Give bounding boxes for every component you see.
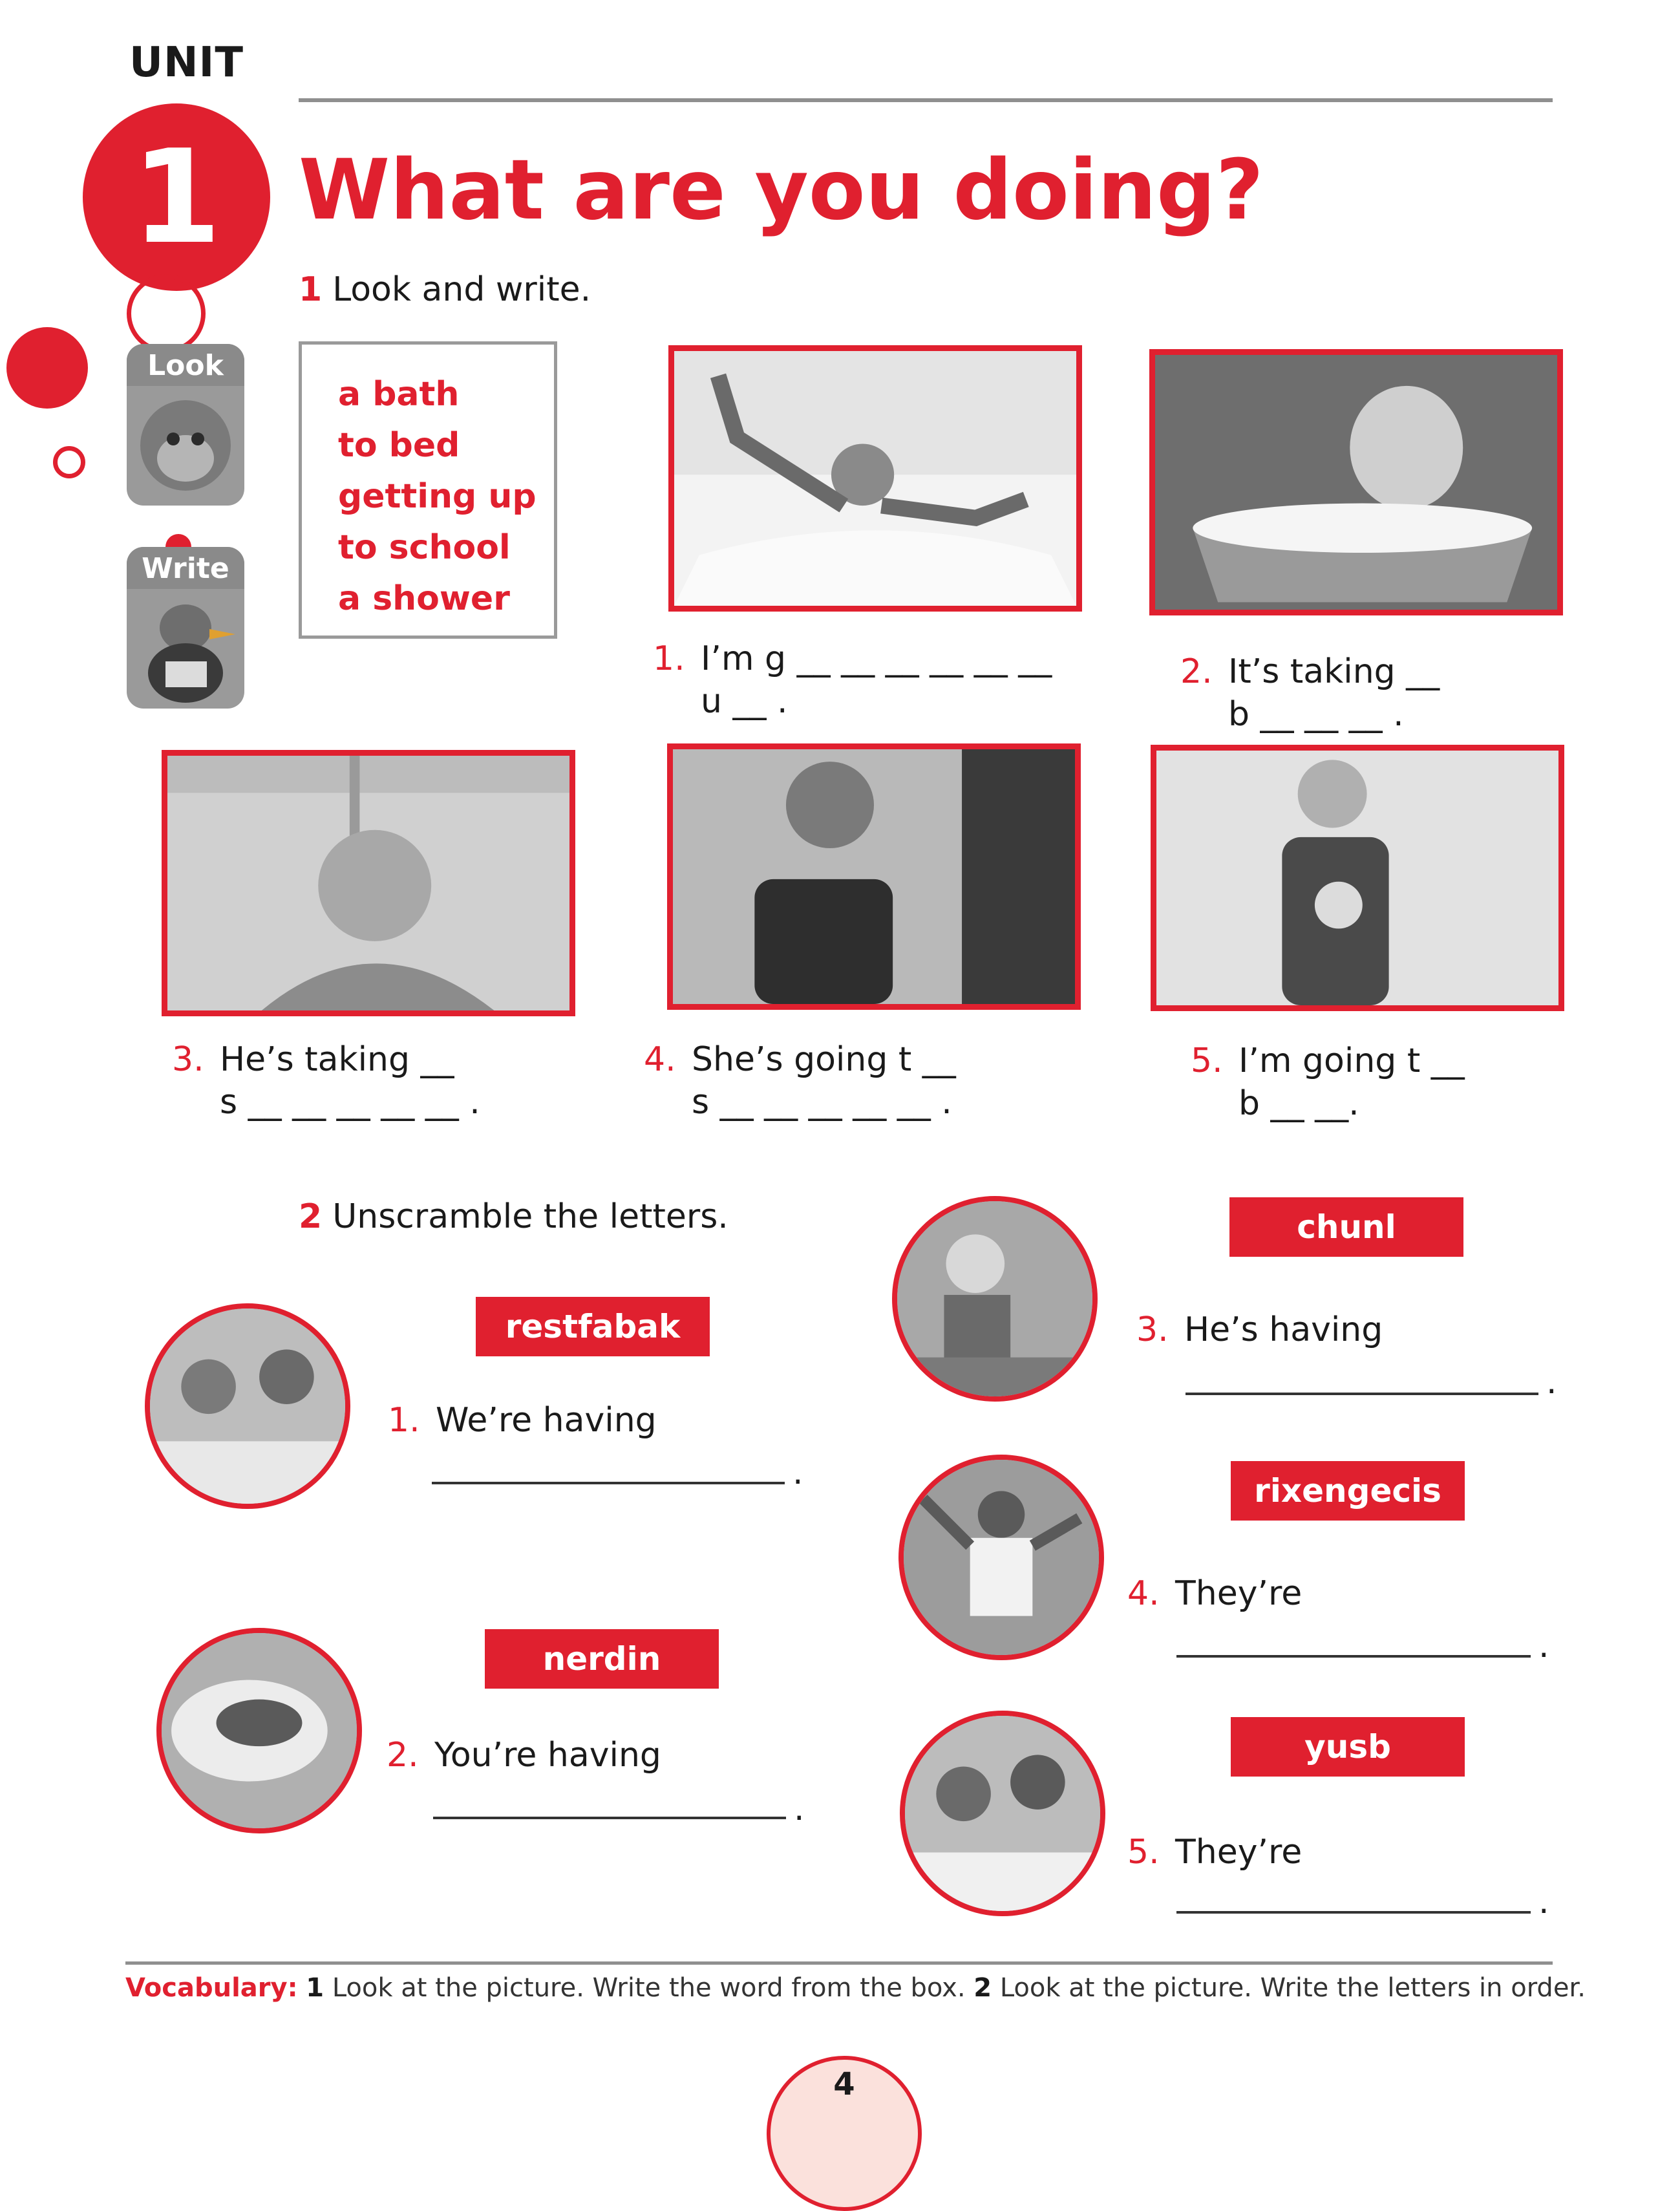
answer-line-1[interactable] [432, 1482, 785, 1484]
exercise-1-item-2 [1180, 650, 1440, 736]
item-number: 1. [388, 1401, 420, 1440]
exercise-2-heading [299, 1197, 728, 1236]
answer-period: . [1538, 1883, 1549, 1921]
item-number: 2. [1180, 652, 1213, 691]
girl-walking-to-school-photo [667, 743, 1081, 1010]
item-line-2[interactable]: b __ __. [1239, 1084, 1359, 1123]
vocabulary-footer [125, 1973, 1586, 2003]
scrambled-word-4: rixengecis [1231, 1461, 1465, 1521]
footer-num-2: 2 [973, 1973, 992, 2003]
answer-period: . [792, 1453, 803, 1492]
word-box-item: a shower [338, 579, 510, 618]
footer-num-1: 1 [306, 1973, 324, 2003]
item-sentence: They’re [1175, 1833, 1303, 1872]
item-line-1[interactable]: I’m going t __ [1239, 1041, 1465, 1080]
item-line-1[interactable]: He’s taking __ [220, 1040, 454, 1079]
item-sentence: He’s having [1184, 1310, 1383, 1349]
exercise-2-instruction: Unscramble the letters. [332, 1197, 728, 1236]
exercise-2-item-2 [387, 1734, 661, 1777]
boy-yawning-photo [1151, 745, 1564, 1011]
puppy-in-bath-photo [1149, 349, 1563, 615]
dinner-photo [156, 1628, 362, 1833]
answer-period: . [1546, 1363, 1557, 1402]
page-number: 4 [833, 2066, 855, 2102]
write-badge [127, 547, 244, 709]
footer-text-2: Look at the picture. Write the letters in order. [999, 1973, 1586, 2003]
answer-line-2[interactable] [433, 1817, 786, 1819]
item-sentence: You’re having [434, 1736, 661, 1775]
boy-waking-up-photo [668, 345, 1082, 612]
exercise-1-item-4 [644, 1038, 956, 1124]
busy-students-photo [900, 1711, 1105, 1916]
item-line-2[interactable]: b __ __ __ . [1228, 695, 1404, 734]
lunch-photo [892, 1196, 1098, 1402]
answer-line-4[interactable] [1176, 1655, 1531, 1658]
unit-number-badge: 1 [83, 103, 270, 291]
breakfast-photo [145, 1303, 350, 1509]
bird-writing-icon [127, 589, 244, 709]
item-line-2[interactable]: s __ __ __ __ __ . [220, 1083, 480, 1122]
item-number: 4. [644, 1040, 676, 1079]
item-line-1[interactable]: She’s going t __ [692, 1040, 956, 1079]
word-box-item: a bath [338, 375, 460, 414]
exercise-1-item-5 [1191, 1040, 1465, 1125]
page-title: What are you doing? [299, 142, 1264, 239]
boy-in-shower-photo [162, 750, 575, 1016]
item-number: 5. [1127, 1833, 1160, 1872]
item-sentence: We’re having [436, 1401, 657, 1440]
exercise-2-item-1 [388, 1399, 657, 1442]
word-box-item: to school [338, 528, 511, 567]
answer-line-3[interactable] [1186, 1393, 1538, 1395]
decorative-dot [6, 327, 88, 409]
item-line-1[interactable]: I’m g __ __ __ __ __ __ [701, 639, 1052, 678]
word-box [299, 341, 557, 639]
item-number: 1. [653, 639, 685, 678]
exercise-1-number: 1 [299, 270, 323, 309]
look-badge [127, 344, 244, 506]
answer-period: . [794, 1789, 805, 1828]
decorative-ring [127, 274, 206, 353]
top-divider [299, 98, 1553, 102]
word-box-item: to bed [338, 426, 460, 465]
exercise-2-item-5 [1127, 1831, 1302, 1874]
exercise-1-item-1 [653, 637, 1052, 723]
item-number: 2. [387, 1736, 419, 1775]
look-badge-label: Look [127, 344, 244, 386]
item-number: 5. [1191, 1041, 1223, 1080]
exercise-2-item-3 [1136, 1308, 1383, 1351]
item-line-2[interactable]: s __ __ __ __ __ . [692, 1083, 952, 1122]
scrambled-word-1: restfabak [476, 1297, 710, 1356]
monkey-icon [127, 386, 244, 506]
exercise-1-item-3 [172, 1038, 480, 1124]
exercise-2-number: 2 [299, 1197, 323, 1236]
decorative-small-ring [53, 446, 85, 478]
answer-period: . [1538, 1627, 1549, 1665]
scrambled-word-5: yusb [1231, 1717, 1465, 1777]
exercising-photo [898, 1455, 1104, 1660]
item-number: 3. [172, 1040, 204, 1079]
exercise-1-instruction: Look and write. [332, 270, 591, 309]
write-badge-label: Write [127, 547, 244, 589]
word-box-item: getting up [338, 477, 537, 516]
item-number: 4. [1127, 1574, 1160, 1613]
scrambled-word-3: chunl [1229, 1197, 1463, 1257]
item-line-2[interactable]: u __ . [701, 682, 788, 721]
answer-line-5[interactable] [1176, 1911, 1531, 1914]
item-line-1[interactable]: It’s taking __ [1228, 652, 1440, 691]
bottom-divider [125, 1961, 1553, 1965]
footer-label: Vocabulary: [125, 1973, 298, 2003]
exercise-2-item-4 [1127, 1572, 1302, 1615]
scrambled-word-2: nerdin [485, 1629, 719, 1689]
exercise-1-heading [299, 270, 591, 309]
unit-label: UNIT [129, 39, 244, 87]
item-number: 3. [1136, 1310, 1169, 1349]
item-sentence: They’re [1175, 1574, 1303, 1613]
footer-text-1: Look at the picture. Write the word from the box. [332, 1973, 966, 2003]
